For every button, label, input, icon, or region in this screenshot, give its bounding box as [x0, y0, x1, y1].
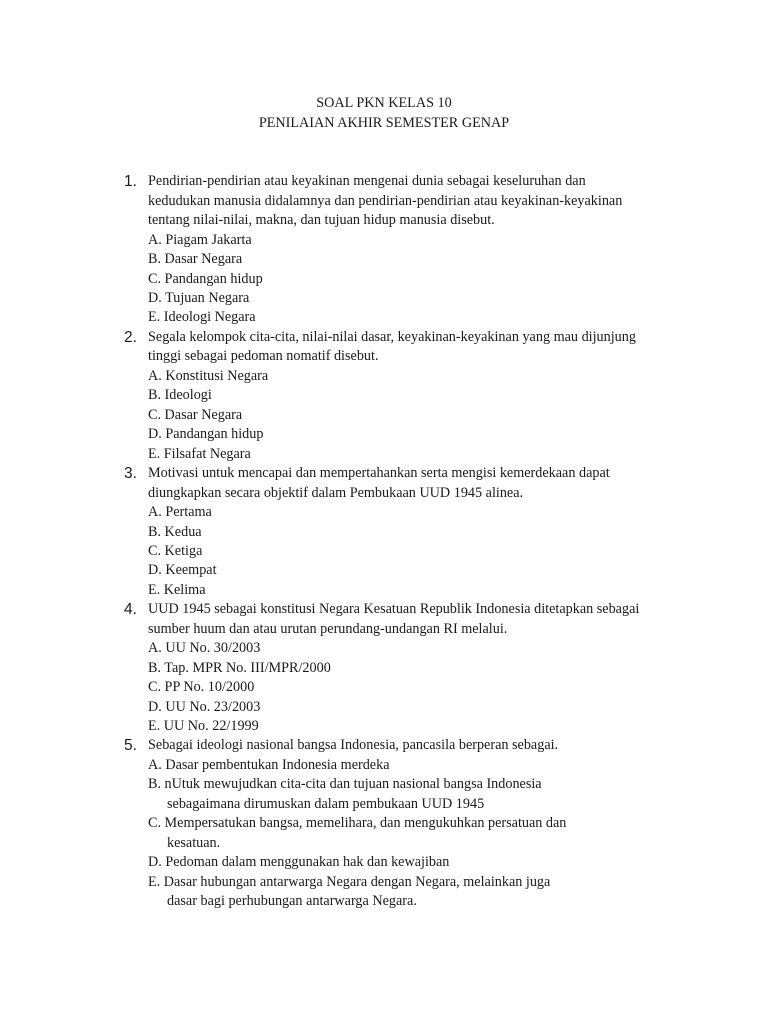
- answer-option: [148, 775, 680, 814]
- answer-option-text: B. Dasar Negara: [148, 251, 243, 268]
- answer-option-text: C. Ketiga: [148, 543, 203, 560]
- document-header: [0, 93, 768, 133]
- answer-option: [148, 250, 680, 269]
- answer-option: [148, 406, 680, 425]
- answer-option-text: B. nUtuk mewujudkan cita-cita dan tujuan nasional bangsa Indonesia: [148, 776, 542, 793]
- answer-option: [148, 698, 680, 717]
- answer-option: [148, 659, 680, 678]
- answer-option-text: D. Pandangan hidup: [148, 426, 264, 443]
- answer-option: [148, 231, 680, 250]
- answer-option-text: A. Piagam Jakarta: [148, 231, 252, 248]
- answer-option: [148, 367, 680, 386]
- answer-option: [148, 561, 680, 580]
- answer-option-text: E. Kelima: [148, 581, 206, 598]
- answer-option-text: A. UU No. 30/2003: [148, 640, 261, 657]
- answer-option-text: E. Filsafat Negara: [148, 445, 251, 462]
- answer-option-continuation: kesatuan.: [167, 834, 221, 851]
- answer-option-text: C. Dasar Negara: [148, 406, 243, 423]
- answer-option-text: D. Pedoman dalam menggunakan hak dan kewajiban: [148, 854, 450, 871]
- answer-option-text: A. Konstitusi Negara: [148, 368, 269, 384]
- answer-option: [148, 756, 680, 775]
- answer-option: [148, 289, 680, 308]
- document-title: SOAL PKN KELAS 10: [316, 95, 452, 111]
- answer-option-text: E. UU No. 22/1999: [148, 718, 259, 735]
- answer-option: [148, 445, 680, 464]
- answer-option-text: B. Ideologi: [148, 387, 212, 404]
- answer-option-text: D. Keempat: [148, 562, 217, 579]
- question-number: 5.: [124, 737, 137, 755]
- question-number: 3.: [124, 465, 137, 483]
- answer-option: [148, 639, 680, 658]
- answer-option: [148, 678, 680, 697]
- answer-options: [148, 231, 680, 328]
- question-text: Motivasi untuk mencapai dan mempertahankan serta mengisi kemerdekaan dapat diungkapkan secara objektif dalam Pembukaan UUD 1945 alinea.: [148, 465, 610, 501]
- answer-option-text: A. Dasar pembentukan Indonesia merdeka: [148, 757, 390, 774]
- answer-options: [148, 639, 680, 736]
- answer-options: [148, 503, 680, 600]
- answer-option-continuation: sebagaimana dirumuskan dalam pembukaan UUD 1945: [167, 795, 485, 812]
- question-text: UUD 1945 sebagai konstitusi Negara Kesatuan Republik Indonesia ditetapkan sebagai sumber huum dan atau urutan perundang-undangan RI melalui.: [148, 601, 640, 637]
- question-number: 1.: [124, 173, 137, 190]
- question-item: [120, 172, 680, 328]
- answer-option: [148, 523, 680, 542]
- answer-option-text: D. UU No. 23/2003: [148, 698, 261, 715]
- answer-option: [148, 814, 680, 853]
- answer-options: [148, 756, 680, 911]
- question-number: 4.: [124, 601, 137, 619]
- document-subtitle: PENILAIAN AKHIR SEMESTER GENAP: [258, 115, 510, 131]
- answer-option-text: E. Ideologi Negara: [148, 309, 256, 326]
- question-item: [120, 464, 680, 600]
- answer-option: [148, 425, 680, 444]
- answer-options: [148, 367, 680, 464]
- question-text: Segala kelompok cita-cita, nilai-nilai dasar, keyakinan-keyakinan yang mau dijunjung tinggi sebagai pedoman nomatif disebut.: [148, 328, 636, 365]
- answer-option: [148, 386, 680, 405]
- question-number: 2.: [124, 328, 137, 346]
- question-item: [120, 736, 680, 911]
- answer-option-text: E. Dasar hubungan antarwarga Negara dengan Negara, melainkan juga: [148, 873, 551, 890]
- answer-option: [148, 853, 680, 872]
- answer-option: [148, 581, 680, 600]
- question-text: Pendirian-pendirian atau keyakinan mengenai dunia sebagai keseluruhan dan kedudukan manusia didalamnya dan pendirian-pendirian atau keyakinan-keyakinan tentang nilai-nilai, makna, dan tujuan hidup manusia disebut.: [148, 173, 623, 229]
- answer-option: [148, 873, 680, 912]
- question-list: [120, 172, 680, 911]
- answer-option-text: D. Tujuan Negara: [148, 290, 250, 306]
- answer-option: [148, 308, 680, 327]
- answer-option-text: C. PP No. 10/2000: [148, 679, 255, 696]
- answer-option: [148, 717, 680, 736]
- answer-option-continuation: dasar bagi perhubungan antarwarga Negara.: [167, 892, 417, 909]
- answer-option-text: A. Pertama: [148, 504, 212, 521]
- question-item: [120, 328, 680, 464]
- answer-option: [148, 270, 680, 289]
- answer-option: [148, 503, 680, 522]
- answer-option-text: C. Mempersatukan bangsa, memelihara, dan mengukuhkan persatuan dan: [148, 815, 567, 832]
- answer-option-text: B. Tap. MPR No. III/MPR/2000: [148, 659, 331, 676]
- question-text: Sebagai ideologi nasional bangsa Indonesia, pancasila berperan sebagai.: [148, 737, 559, 754]
- answer-option-text: B. Kedua: [148, 523, 202, 540]
- answer-option-text: C. Pandangan hidup: [148, 270, 263, 287]
- question-item: [120, 600, 680, 736]
- answer-option: [148, 542, 680, 561]
